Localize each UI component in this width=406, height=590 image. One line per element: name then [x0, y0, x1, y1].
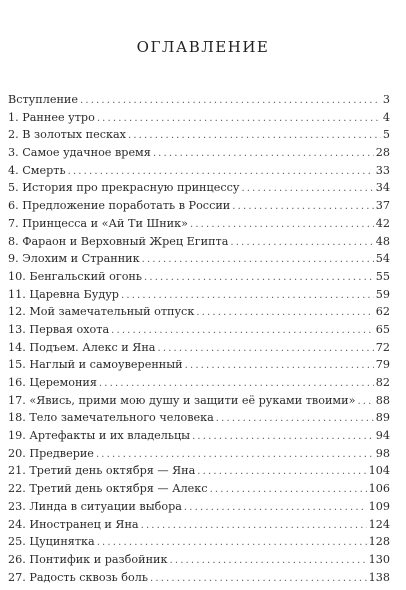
dot-leader	[99, 375, 374, 393]
toc-entry-title: 22. Третий день октября — Алекс	[8, 482, 208, 496]
dot-leader	[128, 127, 381, 145]
dot-leader	[150, 570, 367, 588]
toc-entry-page-number: 59	[375, 287, 390, 301]
toc-entry-title: 17. «Явись, прими мою душу и защити её руками твоими»	[8, 393, 356, 407]
toc-entry-page-number: 37	[375, 199, 390, 213]
toc-entry-title: 23. Линда в ситуации выбора	[8, 499, 182, 513]
toc-entry-page-number: 72	[375, 340, 390, 354]
toc-entry-page-number: 3	[382, 93, 390, 106]
toc-entry-title: 10. Бенгальский огонь	[8, 269, 142, 283]
table-of-contents	[8, 91, 390, 586]
toc-entry	[8, 162, 390, 180]
toc-entry	[8, 409, 390, 427]
toc-entry	[8, 233, 390, 251]
toc-entry	[8, 533, 390, 551]
page-title: ОГЛАВЛЕНИЕ	[136, 38, 270, 56]
toc-entry	[8, 445, 390, 463]
toc-entry	[8, 569, 390, 587]
dot-leader	[190, 216, 374, 234]
dot-leader	[111, 322, 374, 340]
toc-entry	[8, 109, 390, 127]
toc-entry-title: 2. В золотых песках	[8, 128, 126, 142]
toc-entry	[8, 197, 390, 215]
toc-entry-page-number: 109	[368, 499, 390, 513]
toc-entry-title: 9. Элохим и Странник	[8, 252, 140, 266]
toc-entry-title: 14. Подъем. Алекс и Яна	[8, 340, 156, 354]
toc-entry-page-number: 5	[382, 128, 390, 142]
toc-entry-page-number: 79	[375, 358, 390, 372]
dot-leader	[121, 287, 374, 305]
toc-entry	[8, 215, 390, 233]
dot-leader	[169, 552, 366, 570]
toc-entry-page-number: 54	[375, 252, 390, 266]
toc-entry	[8, 91, 390, 109]
toc-entry-page-number: 88	[375, 393, 390, 407]
dot-leader	[80, 92, 381, 110]
toc-entry-page-number: 62	[375, 305, 390, 319]
toc-entry-title: 15. Наглый и самоуверенный	[8, 358, 183, 372]
dot-leader	[232, 198, 373, 216]
toc-entry	[8, 268, 390, 286]
toc-entry	[8, 392, 390, 410]
toc-entry-page-number: 82	[375, 376, 390, 389]
toc-entry-title: 4. Смерть	[8, 163, 66, 177]
toc-entry	[8, 374, 390, 392]
toc-entry	[8, 126, 390, 144]
toc-entry-title: 26. Понтифик и разбойник	[8, 552, 168, 566]
dot-leader	[185, 357, 374, 375]
dot-leader	[141, 517, 367, 535]
dot-leader	[197, 463, 366, 481]
dot-leader	[97, 534, 367, 552]
toc-entry	[8, 303, 390, 321]
toc-entry-title: 25. Цуцинятка	[8, 535, 95, 549]
dot-leader	[230, 234, 373, 252]
dot-leader	[192, 428, 374, 446]
toc-entry-page-number: 104	[368, 464, 390, 478]
toc-entry	[8, 179, 390, 197]
toc-entry-title: 5. История про прекрасную принцессу	[8, 181, 240, 195]
toc-entry-page-number: 128	[368, 535, 390, 549]
toc-entry-title: 1. Раннее утро	[8, 110, 95, 124]
toc-entry-page-number: 48	[375, 234, 390, 248]
dot-leader	[184, 499, 367, 517]
toc-entry	[8, 427, 390, 445]
toc-entry-title: Вступление	[8, 93, 78, 106]
toc-entry	[8, 516, 390, 534]
toc-entry	[8, 480, 390, 498]
toc-entry-page-number: 28	[375, 146, 390, 160]
dot-leader	[216, 410, 374, 428]
toc-entry-page-number: 94	[375, 429, 390, 443]
toc-entry-title: 8. Фараон и Верховный Жрец Египта	[8, 234, 229, 248]
toc-entry-title: 11. Царевна Будур	[8, 287, 119, 301]
dot-leader	[241, 180, 373, 198]
toc-entry-title: 27. Радость сквозь боль	[8, 570, 148, 584]
toc-entry	[8, 462, 390, 480]
toc-entry-title: 6. Предложение поработать в России	[8, 199, 231, 213]
dot-leader	[68, 163, 374, 181]
toc-entry-page-number: 98	[375, 446, 390, 460]
toc-entry-page-number: 130	[368, 552, 390, 566]
toc-entry	[8, 551, 390, 569]
toc-entry-page-number: 124	[368, 517, 390, 531]
dot-leader	[144, 269, 374, 287]
toc-entry	[8, 286, 390, 304]
dot-leader	[357, 393, 373, 411]
toc-entry-page-number: 55	[375, 269, 390, 283]
dot-leader	[153, 145, 374, 163]
toc-entry-title: 16. Церемония	[8, 376, 97, 389]
toc-entry-page-number: 89	[375, 411, 390, 425]
toc-entry-title: 20. Предверие	[8, 446, 94, 460]
toc-entry-title: 13. Первая охота	[8, 322, 110, 336]
toc-entry-title: 3. Самое удачное время	[8, 146, 151, 160]
dot-leader	[196, 304, 373, 322]
toc-entry-title: 12. Мой замечательный отпуск	[8, 305, 195, 319]
toc-entry-page-number: 33	[375, 163, 390, 177]
dot-leader	[142, 251, 374, 269]
toc-entry-page-number: 42	[375, 216, 390, 230]
toc-entry-page-number: 65	[375, 322, 390, 336]
toc-entry	[8, 144, 390, 162]
toc-entry-title: 7. Принцесса и «Ай Ти Шник»	[8, 216, 188, 230]
toc-entry	[8, 250, 390, 268]
dot-leader	[97, 110, 381, 128]
toc-entry-title: 24. Иностранец и Яна	[8, 517, 139, 531]
toc-entry	[8, 356, 390, 374]
toc-entry	[8, 339, 390, 357]
dot-leader	[210, 481, 367, 499]
toc-entry	[8, 321, 390, 339]
toc-entry-page-number: 106	[368, 482, 390, 496]
toc-entry-title: 19. Артефакты и их владельцы	[8, 429, 191, 443]
dot-leader	[96, 446, 374, 464]
toc-entry-title: 18. Тело замечательного человека	[8, 411, 214, 425]
toc-entry-page-number: 34	[375, 181, 390, 195]
toc-entry-title: 21. Третий день октября — Яна	[8, 464, 196, 478]
dot-leader	[157, 340, 373, 358]
toc-entry	[8, 498, 390, 516]
toc-entry-page-number: 4	[382, 110, 390, 124]
toc-entry-page-number: 138	[368, 570, 390, 584]
